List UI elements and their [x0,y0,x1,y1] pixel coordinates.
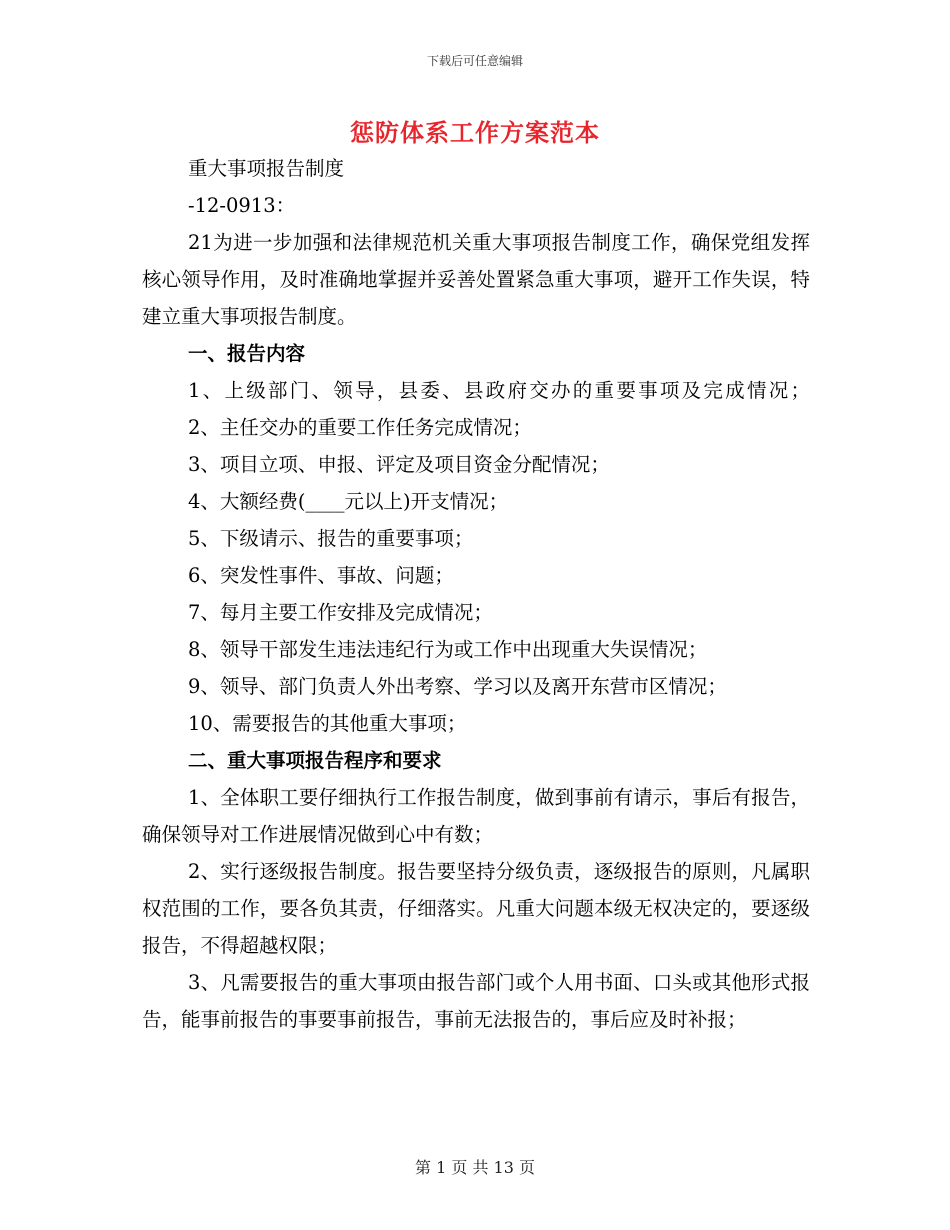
document-title: 惩防体系工作方案范本 [350,118,600,147]
paragraph: 1、全体职工要仔细执行工作报告制度，做到事前有请示，事后有报告，确保领导对工作进展情况做到心中有数； [142,786,810,846]
list-item: 6、突发性事件、事故、问题； [188,564,454,587]
list-item: 10、需要报告的其他重大事项； [188,712,467,735]
list-item: 2、主任交办的重要工作任务完成情况； [188,416,532,439]
list-item: 3、项目立项、申报、评定及项目资金分配情况； [188,453,610,476]
paragraph: -12-0913： [188,194,296,217]
list-item: 1、上级部门、领导，县委、县政府交办的重要事项及完成情况； [188,379,810,402]
list-item: 5、下级请示、报告的重要事项； [188,527,474,550]
list-item: 7、每月主要工作安排及完成情况； [188,601,493,624]
section-heading: 二、重大事项报告程序和要求 [188,749,442,772]
paragraph: 3、凡需要报告的重大事项由报告部门或个人用书面、口头或其他形式报告，能事前报告的事要事前报告，事前无法报告的，事后应及时补报； [142,971,810,1031]
paragraph: 21为进一步加强和法律规范机关重大事项报告制度工作，确保党组发挥核心领导作用，及时准确地掌握并妥善处置紧急重大事项，避开工作失误，特建立重大事项报告制度。 [142,231,810,328]
list-item: 8、领导干部发生违法违纪行为或工作中出现重大失误情况； [188,638,708,661]
paragraph: 2、实行逐级报告制度。报告要坚持分级负责，逐级报告的原则，凡属职权范围的工作，要各负其责，仔细落实。凡重大问题本级无权决定的，要逐级报告，不得超越权限； [142,860,810,957]
list-item: 4、大额经费(____元以上)开支情况； [188,490,509,513]
list-item: 9、领导、部门负责人外出考察、学习以及离开东营市区情况； [188,675,727,698]
document-body [142,150,810,1038]
paragraph: 重大事项报告制度 [188,157,345,180]
header-note: 下载后可任意编辑 [426,54,523,68]
page-footer: 第 1 页 共 13 页 [415,1158,535,1177]
section-heading: 一、报告内容 [188,342,306,365]
